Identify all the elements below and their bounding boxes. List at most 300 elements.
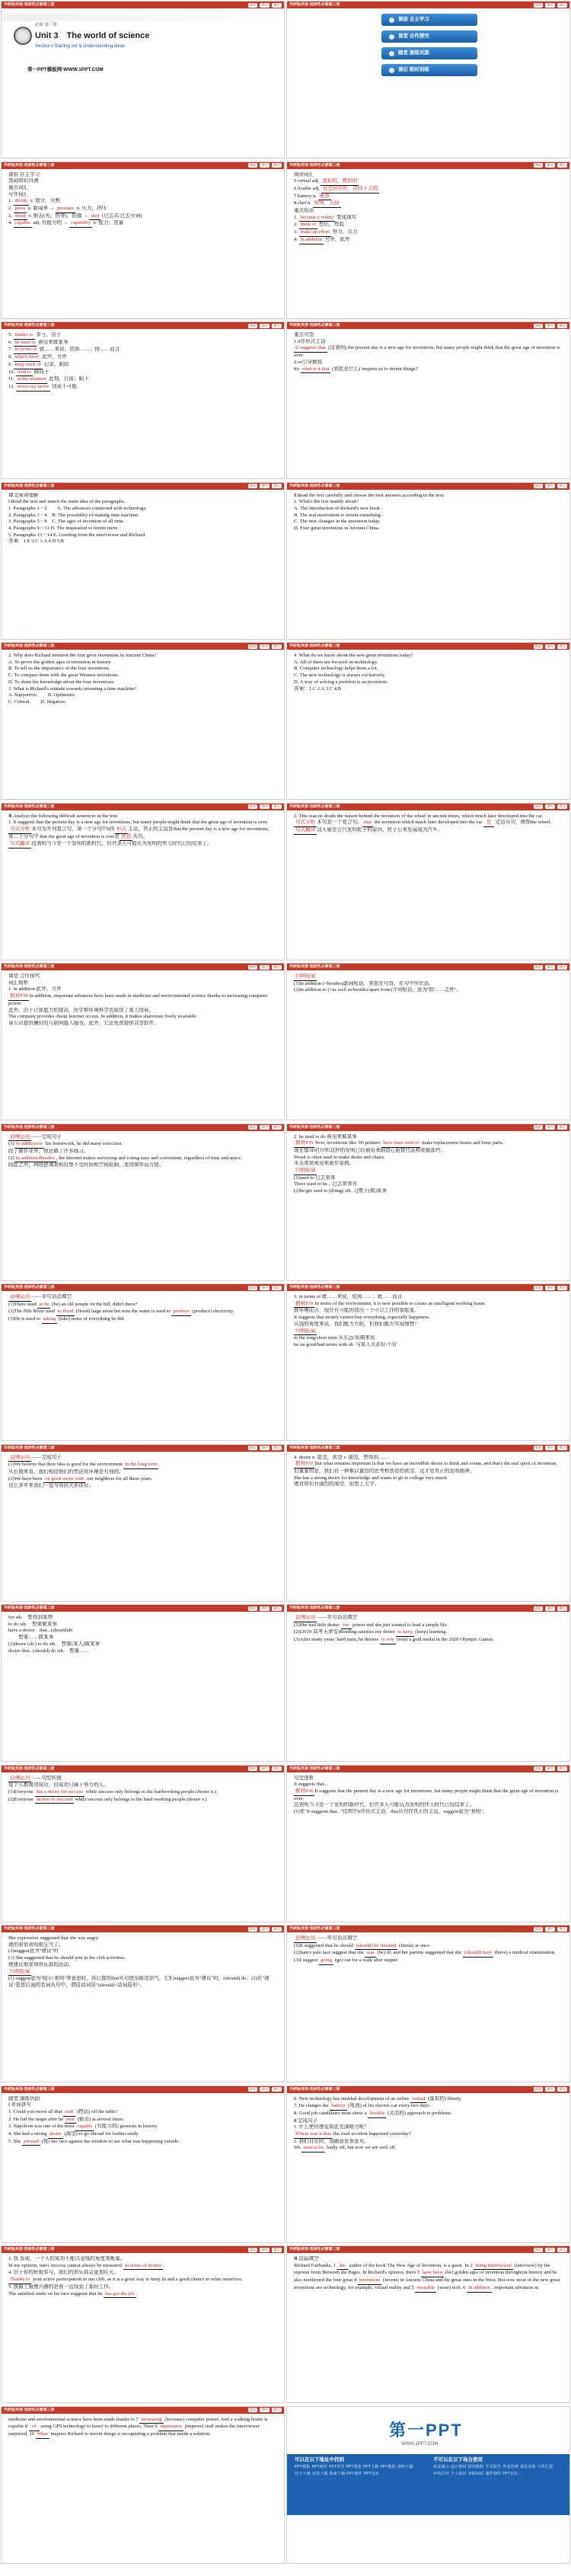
header-tab-button[interactable]: 课后 (273, 1606, 280, 1610)
slide (1, 321, 285, 479)
answer-blank: flexible (368, 2111, 386, 2118)
answer-blank: desire (48, 2131, 63, 2139)
header-tab-button[interactable]: 课中 (261, 163, 269, 167)
header-tab-button[interactable]: 课中 (261, 1766, 269, 1770)
answer-blank: think of (299, 222, 318, 229)
header-tab-button[interactable]: 课前 (249, 2247, 257, 2252)
header-title: 外研版英语·选择性必修第三册 (289, 1445, 340, 1450)
header-tab-button[interactable]: 课后 (559, 1125, 566, 1129)
header-tab-button[interactable]: 课后 (273, 484, 280, 487)
text-line: Ⅱ.Read the text carefully and choose the best answers according to the text. (294, 492, 445, 498)
answer-blank: 归纳拓展 (294, 973, 317, 981)
slide (286, 1123, 570, 1281)
header-tab-button[interactable]: 课中 (547, 2247, 554, 2252)
answer-blank: pressed (22, 2139, 40, 2146)
left-info-item[interactable]: PPT教程 (380, 2465, 396, 2470)
header-tab-button[interactable]: 课后 (273, 1766, 280, 1770)
slide-content (8, 653, 277, 795)
text-line: 5. Paragraphs 13－14 E. Greeting from the interviewer and Richard. (8, 532, 146, 538)
header-tab-button[interactable]: 课前 (249, 323, 257, 328)
header-tab-button[interactable]: 课前 (534, 1446, 542, 1449)
slide (286, 963, 570, 1120)
header-tab-button[interactable]: 课前 (534, 2247, 542, 2252)
left-info-item[interactable]: 资料下载 (397, 2465, 413, 2470)
header-tab-button[interactable]: 课中 (547, 1285, 554, 1290)
header-tab-button[interactable]: 课前 (534, 484, 542, 487)
text-line: 5. 我最上最感兴趣的是我一直得到了那份工作。 (8, 2284, 114, 2290)
text-line: 语境运用 ——单句语法填空 (294, 1935, 563, 1943)
header-tab-button[interactable]: 课后 (273, 163, 280, 167)
text-line: 1. Could you move all that stuff (物品) off the table? (8, 2109, 277, 2117)
text-line: 3. Paragraphs 5－8 C. The ages of invention of all time. (8, 519, 125, 525)
header-tab-button[interactable]: 课中 (547, 1125, 554, 1129)
slide-header-bar (287, 643, 569, 650)
header-tab-button[interactable]: 课中 (547, 1766, 554, 1770)
text-line: 她建议他参加俱乐部的活动。 (8, 1961, 74, 1967)
answer-blank: capable (75, 2124, 94, 2131)
menu-button-label: 课堂 合作探究 (398, 33, 429, 39)
left-info-item[interactable]: PPT背景 (328, 2465, 345, 2470)
header-tab-button[interactable]: 课中 (261, 804, 269, 808)
header-title: 外研版英语·选择性必修第三册 (289, 804, 340, 809)
header-tab-button[interactable]: 课前 (249, 1446, 257, 1449)
menu-button[interactable] (381, 30, 477, 43)
text-line: (2)desire (sb.) to do sth. 想要(某人)做某事 (8, 1641, 100, 1647)
slide (286, 1283, 570, 1441)
header-tab-button[interactable]: 课前 (249, 2087, 257, 2091)
answer-blank: 语境运用 (8, 1775, 31, 1783)
text-line: (3)He is used to taking (take) notes of everything he did. (8, 1316, 277, 1324)
header-tab-button[interactable]: 课中 (261, 1285, 269, 1290)
text-line: 她的表情表明她生气了。 (8, 1942, 64, 1948)
header-tab-button[interactable]: 课后 (273, 1926, 280, 1931)
slide-content (8, 493, 277, 635)
header-title: 外研版英语·选择性必修第三册 (289, 644, 340, 649)
ppt-logo: 第一PPT (389, 2420, 463, 2440)
right-info-item[interactable]: 求职面试 (467, 2471, 484, 2476)
header-tab-button[interactable]: 课前 (534, 1766, 542, 1770)
text-line: 2. He hid the target after he shot (射击) at several times. (8, 2117, 277, 2124)
header-tab-button[interactable]: 课后 (273, 2247, 280, 2252)
text-line: 教材P36 It suggests that the present day is a new age for inventions, but many people might think that the great age of invention is over. (294, 1788, 559, 1801)
header-tab-button[interactable]: 课前 (249, 484, 257, 487)
header-tab-button[interactable]: 课后 (559, 1446, 566, 1449)
text-line: Richard Fairbanks, 1 the author of the book The New Age of Invention, is a guest. In 2 being interviewed (interview) by the reporter from Between the Pages. In Richard's opinion, there 3 have been (be) golden ages of invention throughout history and he also mentioned the four great 4 inventions (invent) in Ancient China and the great ones in the West. But now most of the new great inventions are technology, for example, virtual reality and 5 wearable (wear) tech. 6 In addition , important advances in (294, 2263, 563, 2293)
header-tab-button[interactable]: 课中 (261, 644, 269, 648)
text-line: We need to be badly off, but now we are well off. (294, 2145, 563, 2153)
slide (1, 642, 285, 800)
header-tab-button[interactable]: 课后 (273, 2, 280, 7)
book-emblem-icon (14, 27, 32, 45)
text-line: 她对知识有强烈的渴望，很想上大学。 (294, 1481, 380, 1488)
header-tab-button[interactable]: 课后 (273, 644, 280, 648)
slide (286, 321, 570, 479)
left-info-item[interactable]: 试卷下载 (311, 2471, 328, 2476)
text-line: A. Supportive. B. Optimistic. (8, 692, 77, 698)
slide-content (294, 2256, 563, 2399)
header-tab-button[interactable]: 课前 (249, 163, 257, 167)
answer-blank: for (341, 1622, 352, 1630)
header-tab-button[interactable]: 课中 (261, 2408, 269, 2411)
header-tab-button[interactable]: 课中 (261, 1125, 269, 1129)
answer-blank: thanks to (14, 332, 35, 340)
text-line: 这表明当今是一个发明的新时代，但许多人可能认为发明的伟大时代已经结束了。 (294, 1802, 475, 1808)
right-info-item[interactable]: PPT论坛 (502, 2471, 518, 2476)
right-info-title: 不可以在以下场合使用 (433, 2456, 483, 2463)
slide-content (8, 1134, 277, 1277)
answer-blank: going (319, 1958, 333, 1965)
right-info-list (433, 2465, 563, 2477)
right-info-item[interactable]: 个人简历 (450, 2471, 467, 2476)
header-tab-button[interactable]: 课中 (547, 1926, 554, 1931)
answer-blank: become a reality (299, 215, 336, 222)
slide (1, 1123, 285, 1281)
header-tab-button[interactable]: 课前 (249, 1285, 257, 1290)
slide-header-bar (287, 2246, 569, 2253)
text-line: 10. tend to 倾向于 (8, 369, 277, 377)
answer-blank: wearable (415, 2285, 436, 2293)
header-tab-button[interactable]: 课中 (547, 2, 554, 7)
slide-content (8, 1615, 277, 1757)
right-info-item[interactable]: 课件制作 (485, 2471, 502, 2476)
header-title: 外研版英语·选择性必修第三册 (4, 1606, 55, 1611)
text-line (294, 1168, 563, 1175)
header-tab-button[interactable]: 课前 (534, 2087, 542, 2091)
answer-blank: of (29, 2424, 40, 2431)
header-tab-button[interactable]: 课前 (249, 644, 257, 648)
header-title: 外研版英语·选择性必修第三册 (4, 2, 55, 8)
header-tab-button[interactable]: 课前 (534, 1125, 542, 1129)
answer-blank: the (337, 2263, 348, 2271)
text-line: 阅读词汇 (294, 171, 314, 177)
text-line: It suggests that money cannot buy everything, especially happiness. (294, 1315, 430, 1321)
header-tab-button[interactable]: 课前 (534, 964, 542, 969)
slide-header-bar (287, 804, 569, 810)
header-tab-button[interactable]: 课后 (559, 484, 566, 487)
header-tab-button[interactable]: 课后 (559, 1766, 566, 1770)
text-line: 2. be used to do 被用来做某事 (294, 1133, 357, 1139)
slide-header-bar (287, 2086, 569, 2093)
header-title: 外研版英语·选择性必修第三册 (289, 1285, 340, 1290)
text-line: 5.virtual adj. 虚拟的，模拟的 (294, 178, 563, 186)
menu-button[interactable] (381, 47, 477, 59)
answer-blank: keep track of (14, 362, 43, 369)
header-tab-button[interactable]: 课后 (559, 644, 566, 648)
answer-blank: need to be (301, 2145, 325, 2153)
right-info-item[interactable]: 学术报告 (485, 2465, 502, 2470)
slide (1, 1444, 285, 1602)
left-info-item[interactable]: PPT素材 (311, 2465, 327, 2470)
slide-content (8, 1294, 277, 1437)
text-line: 随堂 演练巩固 (8, 2095, 40, 2101)
header-title: 外研版英语·选择性必修第三册 (289, 162, 340, 168)
header-tab-button[interactable]: 课后 (273, 804, 280, 808)
header-tab-button[interactable]: 课后 (559, 804, 566, 808)
header-tab-button[interactable]: 课前 (249, 964, 257, 969)
header-tab-button[interactable]: 课前 (249, 804, 257, 808)
header-tab-button[interactable]: 课中 (547, 1446, 554, 1449)
header-tab-button[interactable]: 课中 (261, 1926, 269, 1931)
text-line: 从钱的角度来说，我们能力有限，但我们能否实现理想？ (294, 1321, 419, 1327)
text-line: 语境运用 ——单句语法填空 (8, 1294, 277, 1302)
header-tab-button[interactable]: 课中 (547, 644, 554, 648)
header-tab-button[interactable]: 课后 (559, 1926, 566, 1931)
answer-blank: virtual (410, 2096, 426, 2104)
header-title: 外研版英语·选择性必修第三册 (4, 323, 55, 328)
left-info-item[interactable]: 教案下载 (329, 2471, 346, 2476)
header-title: 外研版英语·选择性必修第三册 (4, 2086, 55, 2092)
text-line: 2. This was no doubt the reason behind the invention of the wheel in ancient times, which much later developed into the car. (294, 813, 544, 819)
text-line: There used to be... 过去常常有 (294, 1181, 358, 1187)
text-line: (2) In addition/Besides , the Internet makes surveying and voting easy and convenient, regardless of time and space. (8, 1155, 277, 1163)
header-tab-button[interactable]: 课前 (534, 163, 542, 167)
slide-content (8, 1455, 277, 1597)
text-line: 3. Napoleon was one of the most capable (有能力的) generals in history. (8, 2124, 277, 2131)
text-line: B. Computer technology helps them a lot. (294, 666, 378, 672)
text-line: 教材P37 But what remains important is that we have an incredible desire to think and create, and that's the real spirit of invention. (294, 1461, 563, 1469)
header-title: 外研版英语·选择性必修第三册 (4, 1766, 55, 1771)
slide (286, 2245, 570, 2403)
text-line: 2. press n. 新闻界 → pressure n. 压力，挤压 (8, 206, 277, 213)
text-line: 语境运用 ——完成句子 (8, 1455, 277, 1462)
slide-content (8, 172, 277, 315)
text-line: 语境运用 ——单句语法填空 (294, 1615, 563, 1622)
slide (1, 1, 285, 158)
text-line: 7.battery n. 电池 (294, 193, 563, 201)
answer-blank: taking (42, 1316, 57, 1324)
left-info-item[interactable]: PPT论坛 (363, 2471, 380, 2476)
answer-blank: to be (37, 1302, 50, 1309)
text-line: 1. in addition 此外，另外 (8, 986, 62, 992)
header-tab-button[interactable]: 课后 (273, 2408, 280, 2411)
text-line: A. To prove the golden ages of invention in history. (8, 659, 112, 665)
bullet-icon (389, 51, 394, 56)
text-line: 1. Paragraphs 1－2 A. The advances connected with technology. (8, 505, 147, 511)
header-tab-button[interactable]: 课前 (249, 1926, 257, 1931)
text-line: 8. what's more 此外，另外 (8, 354, 277, 362)
header-tab-button[interactable]: 课中 (261, 2247, 269, 2252)
text-line: 2. Paragraphs 3－4 B. The possibility of making time machine. (8, 512, 139, 518)
header-tab-button[interactable]: 课前 (249, 2408, 257, 2411)
header-tab-button[interactable]: 课中 (547, 804, 554, 808)
header-tab-button[interactable]: 课中 (261, 964, 269, 969)
text-line: 句式翻译 这表明当今是一个发明的新时代，但许多人可能认为发明的伟大时代已经结束了。 (8, 841, 277, 849)
text-line: C. Critical. D. Negative. (8, 698, 66, 705)
slide-header-bar (287, 162, 569, 169)
answer-blank: Where was it that (294, 2131, 332, 2139)
right-info-item[interactable]: 毕业答辩 (502, 2465, 518, 2470)
left-info-list (295, 2465, 424, 2477)
text-line: Thanks to your active participation in our club, as it is a great way to keep fit and a good chance to relax ourselves. (8, 2277, 277, 2284)
slide-content (294, 2096, 563, 2239)
text-line: for sth. 想得到某物 (8, 1615, 53, 1620)
answer-blank: It suggests that (294, 345, 327, 353)
answer-blank: 宾语 (120, 834, 132, 842)
header-tab-button[interactable]: 课前 (534, 1606, 542, 1610)
text-line: (3)I suggest going (go) out for a walk after supper. (294, 1958, 563, 1965)
header-tab-button[interactable]: 课中 (261, 1606, 269, 1610)
text-line: 句式分析 本句为并列复合句，第一个分句中It作 形式 主语，真正的主语是that the present day is a new age for inventions；第二个分句中 that the great age of invention is over是 宾语 从句。 (8, 826, 277, 841)
header-title: 外研版英语·选择性必修第三册 (4, 804, 55, 809)
slide-header-bar (2, 804, 284, 810)
header-tab-button[interactable]: 课后 (559, 163, 566, 167)
slide-header-bar (287, 1766, 569, 1772)
header-tab-button[interactable]: 课后 (559, 2087, 566, 2091)
answer-blank: 句式翻译 (294, 827, 317, 835)
text-line: 11. at the moment 此刻，目前；眼下 (8, 376, 277, 384)
header-tab-button[interactable]: 课中 (261, 2087, 269, 2091)
header-tab-button[interactable]: 课后 (273, 1125, 280, 1129)
answer-blank: (should) have (463, 1950, 493, 1958)
answer-blank: being interviewed (474, 2263, 512, 2271)
header-tab-button[interactable]: 课后 (559, 2, 566, 7)
header-tab-button[interactable]: 课后 (273, 1446, 280, 1449)
header-tab-button[interactable]: 课前 (534, 804, 542, 808)
header-tab-button[interactable]: 课中 (261, 323, 269, 328)
text-line: B. To tell us the importance of the four inventions. (8, 666, 110, 672)
slide-header-bar (2, 2246, 284, 2253)
menu-button[interactable] (381, 14, 477, 26)
header-tab-button[interactable]: 课后 (559, 1285, 566, 1290)
header-tab-button[interactable]: 课中 (547, 2087, 554, 2091)
header-tab-button[interactable]: 课中 (547, 484, 554, 487)
header-title: 外研版英语·选择性必修第三册 (289, 964, 340, 970)
text-line: 8. Good job candidates must show a flexible (灵活的) approach to problems. (294, 2111, 563, 2118)
slide-header-bar (287, 1605, 569, 1612)
answer-blank: 教材P39 (294, 1140, 314, 1148)
answer-blank: never say never (16, 384, 50, 392)
header-tab-button[interactable]: 课中 (547, 964, 554, 969)
header-tab-button[interactable]: 课后 (559, 323, 566, 328)
right-info-item[interactable]: 年终总结 (433, 2471, 449, 2476)
header-title: 外研版英语·选择性必修第三册 (289, 1124, 340, 1130)
answer-blank: divide (14, 198, 29, 206)
header-tab-button[interactable]: 课前 (534, 644, 542, 648)
text-line: 该公司提供廉价的互联网接入服务。此外，它还免费提供共享软件。 (8, 1020, 159, 1026)
header-tab-button[interactable]: 课前 (534, 1285, 542, 1290)
slide (1, 1765, 285, 1922)
header-tab-button[interactable]: 课后 (273, 964, 280, 969)
answer-blank: at the moment (16, 376, 48, 384)
right-info-item[interactable]: 设计素材 (450, 2465, 467, 2470)
left-info-item[interactable]: PPT图表 (346, 2465, 362, 2470)
text-line: 5. She pressed (按) her face against the window to see what was happening outside. (8, 2139, 277, 2146)
header-tab-button[interactable]: 课前 (534, 323, 542, 328)
answer-blank: have been (421, 2270, 445, 2277)
header-tab-button[interactable]: 课后 (559, 964, 566, 969)
text-line: (1)used to 过去常常 (294, 1175, 336, 1181)
answer-blank: 语境运用 (8, 1294, 31, 1302)
header-tab-button[interactable]: 课中 (547, 163, 554, 167)
answer-blank: pressure (56, 206, 75, 213)
answer-blank: 句式翻译 (8, 841, 31, 849)
slide-header-bar (2, 1284, 284, 1291)
answer-blank: desires to succeed (35, 1797, 75, 1804)
slide-header-bar (287, 964, 569, 970)
slide-content (294, 1775, 563, 1918)
header-tab-button[interactable]: 课前 (249, 2, 257, 7)
slide-content (294, 653, 563, 795)
answer-blank: what's more (14, 354, 41, 362)
text-line: Her expression suggested that she was angry. (8, 1935, 100, 1941)
left-info-item[interactable]: PPT模板 (295, 2465, 311, 2470)
answer-blank: 是 (483, 820, 494, 827)
header-tab-button[interactable]: 课前 (249, 1606, 257, 1610)
answer-blank: in terms of (14, 347, 39, 354)
header-tab-button[interactable]: 课中 (547, 1606, 554, 1610)
text-line: 4. desire n. 愿望，欲望 v. 渴望，想得到…… (294, 1454, 389, 1460)
header-title: 外研版英语·选择性必修第三册 (4, 1445, 55, 1450)
header-title: 外研版英语·选择性必修第三册 (289, 323, 340, 328)
header-tab-button[interactable]: 课后 (273, 323, 280, 328)
header-tab-button[interactable]: 课中 (261, 2, 269, 7)
header-tab-button[interactable]: 课中 (261, 1446, 269, 1449)
header-tab-button[interactable]: 课后 (559, 1606, 566, 1610)
answer-blank: shot (89, 213, 100, 221)
left-info-item[interactable]: PPT课件 (346, 2471, 362, 2476)
header-tab-button[interactable]: 课后 (273, 1285, 280, 1290)
right-info-item[interactable]: 课堂讲课 (519, 2465, 536, 2470)
text-line: 句式翻译 这无疑是古代发明轮子的原因，轮子后来发展成为汽车。 (294, 827, 563, 835)
text-line: 教材P38 In addition, important advances have been made in medicine and environmental science thanks to increasing computer power. (8, 993, 268, 1006)
right-info-item[interactable]: 商业演示 (433, 2465, 449, 2470)
answer-blank: 形式 (115, 826, 128, 834)
text-line: 2. think of 想出，想起 (294, 222, 563, 229)
answer-blank: stuff (63, 2109, 75, 2117)
answer-blank: that (362, 820, 373, 827)
left-info-item[interactable]: PPT下载 (362, 2465, 379, 2470)
text-line: desire that...(should) do sth. 想要…… (8, 1648, 90, 1654)
header-tab-button[interactable]: 课前 (534, 2, 542, 7)
header-tab-button[interactable]: 课中 (547, 323, 554, 328)
menu-button[interactable] (381, 64, 477, 76)
slide (286, 482, 570, 640)
slide-header-bar (2, 1124, 284, 1131)
answer-blank: inventions (358, 2277, 381, 2285)
menu-button-label: 课前 自主学习 (398, 16, 429, 22)
answer-blank: What (36, 2431, 49, 2439)
text-line: medicine and environmental science have been made thanks to 7 increasing (increase) computer power. And a walking house is capable 8 of using GPS technology to travel to different places. Then 9 impressive (impress) stuff makes the interviewer surprised. 10 What inspires Richard to invent things is recognizing a problem that needs a solution. (8, 2417, 277, 2439)
right-info-item[interactable]: 培训教程 (467, 2465, 484, 2470)
header-tab-button[interactable]: 课前 (534, 1926, 542, 1931)
answer-blank: 教材P39 (294, 1301, 314, 1309)
header-tab-button[interactable]: 课后 (273, 2087, 280, 2091)
text-line: 2. 我们讨论时，别随意发表意见。 (294, 2138, 369, 2144)
text-line: 句型透析 (294, 1775, 314, 1781)
slide-content (294, 1935, 563, 2078)
header-tab-button[interactable]: 课前 (249, 1766, 257, 1770)
answer-blank: 句式分析 (8, 826, 31, 834)
header-tab-button[interactable]: 课中 (261, 484, 269, 487)
slide-content (8, 2417, 277, 2559)
header-title: 外研版英语·选择性必修第三册 (289, 483, 340, 488)
slide-content (294, 1615, 563, 1757)
header-tab-button[interactable]: 课前 (249, 1125, 257, 1129)
text-line: 6. New technology has enabled development of an online virtual (虚拟的) library. (294, 2096, 563, 2104)
text-line: In my opinion, one's success cannot always be measured in terms of money . (8, 2263, 277, 2271)
text-line: 答案：1.C 2.A 3.C 4.B (294, 686, 342, 692)
text-line: 1. It suggests that the present day is a new age for inventions, but many people might think that the great age of invention is over. (8, 820, 268, 826)
header-tab-button[interactable]: 课后 (559, 2247, 566, 2252)
left-info-item[interactable]: 范文下载 (295, 2471, 311, 2476)
answer-blank: 厨师，大厨 (313, 200, 341, 208)
text-line: 2.so引导倒装 (294, 359, 323, 365)
text-line: 4. What do we know about the new great inventions today? (294, 653, 413, 658)
right-info-item[interactable]: 工作汇报 (537, 2465, 553, 2470)
text-line: (1)We believe that their idea is good for the environment in the long term . (8, 1462, 277, 1469)
text-line: 3. shoot v. 射击(光、热等)，拍摄 → shot (过去式/过去分词) (8, 213, 277, 221)
text-line: 每个人都渴望成功，但成功只属于努力的人。 (8, 1782, 109, 1788)
